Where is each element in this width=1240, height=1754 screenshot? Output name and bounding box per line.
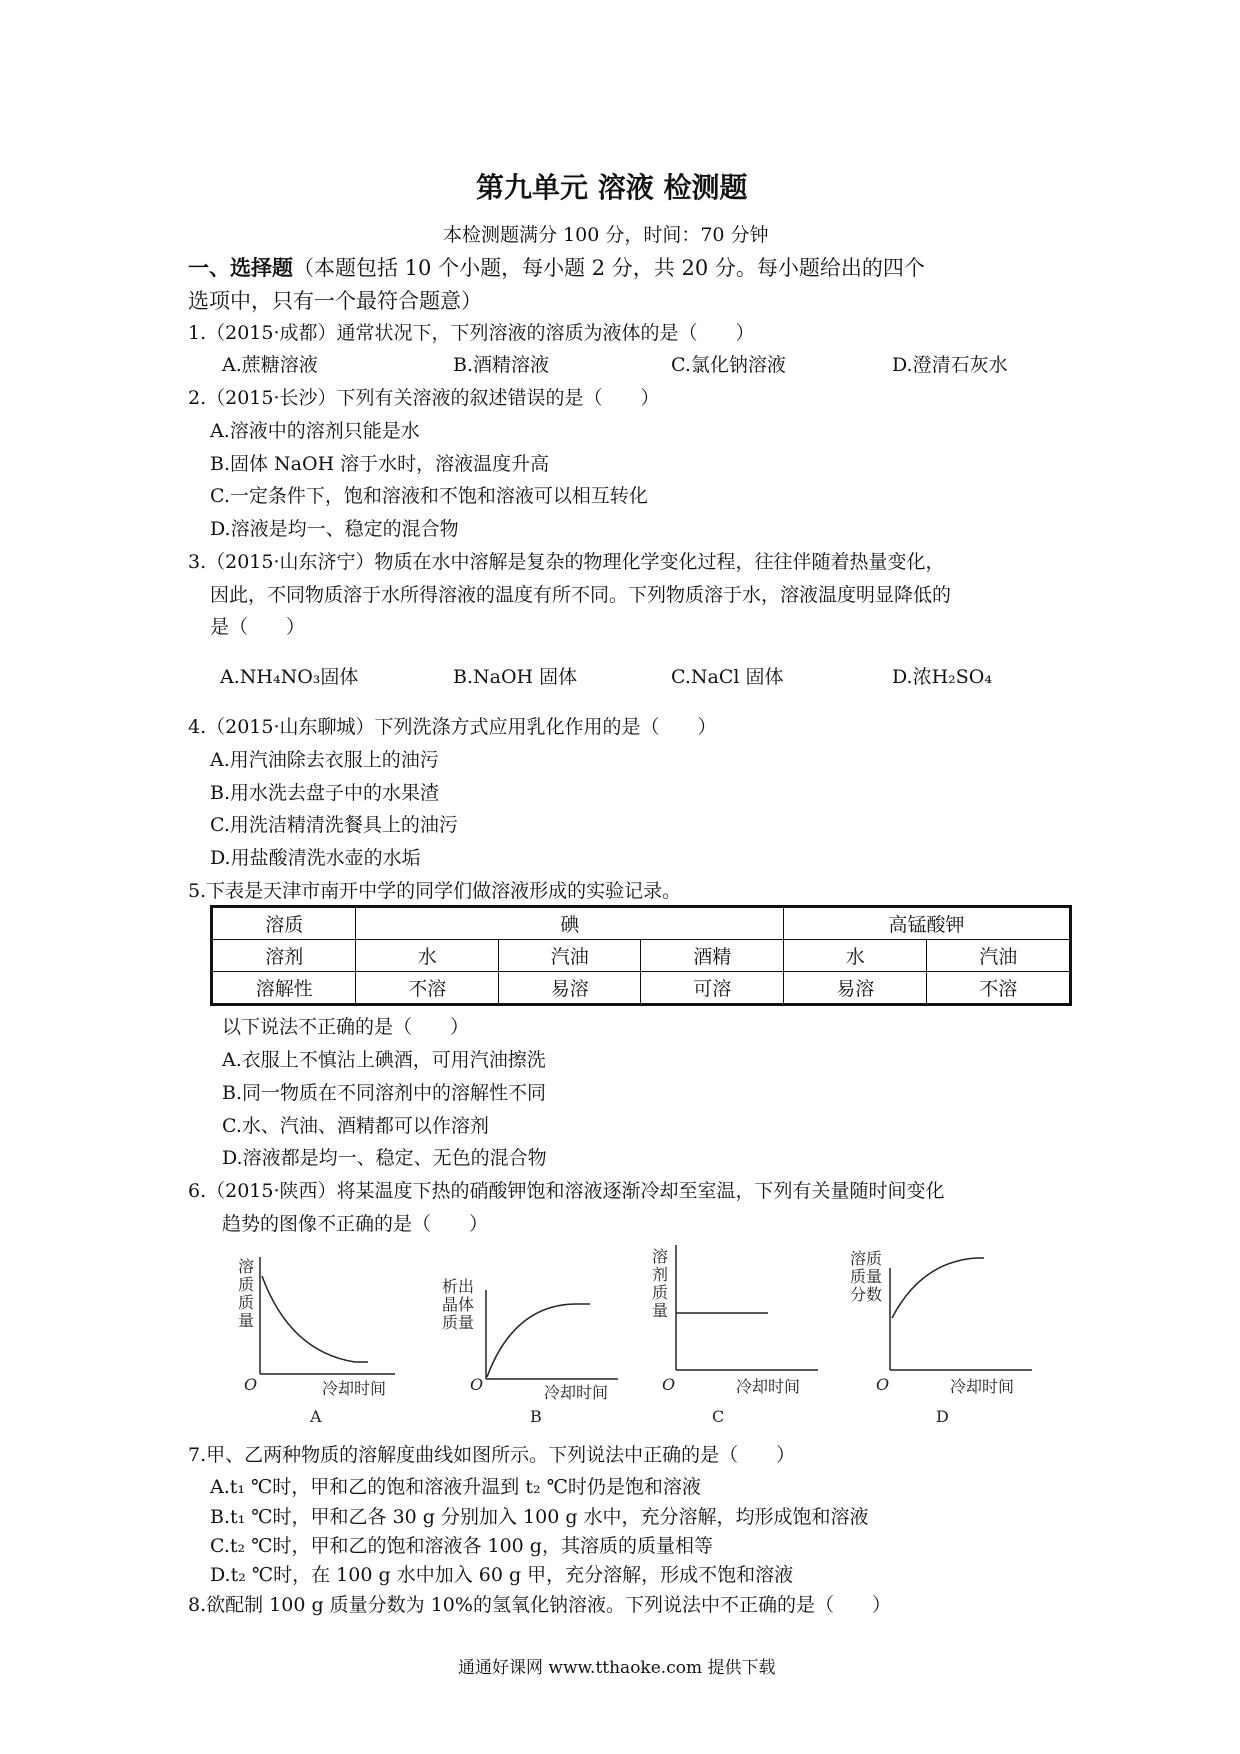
q4-option-b: B.用水洗去盘子中的水果渣 (210, 782, 440, 804)
q4-option-c: C.用洗洁精清洗餐具上的油污 (210, 814, 458, 836)
q7-stem: 7.甲、乙两种物质的溶解度曲线如图所示。下列说法中正确的是（ ） (188, 1444, 796, 1466)
graph-c-ylabel-3: 质 (652, 1283, 669, 1302)
q1-option-a: A.蔗糖溶液 (222, 354, 318, 376)
graph-c-xlabel: 冷却时间 (736, 1377, 801, 1396)
q3-option-b: B.NaOH 固体 (453, 666, 578, 688)
q2-stem: 2.（2015·长沙）下列有关溶液的叙述错误的是（ ） (188, 387, 660, 409)
q3-line-1: 3.（2015·山东济宁）物质在水中溶解是复杂的物理化学变化过程，往往伴随着热量变化， (188, 551, 945, 573)
table-cell: 不溶 (356, 972, 499, 1005)
q3-line-3: 是（ ） (210, 616, 306, 638)
page-subtitle: 本检测题满分 100 分，时间：70 分钟 (443, 224, 769, 246)
table-cell: 不溶 (927, 972, 1071, 1005)
table-row (212, 972, 1071, 1005)
graph-b-ylabel-2: 晶体 (442, 1295, 475, 1314)
graph-d-caption: D (936, 1407, 949, 1426)
q2-option-d: D.溶液是均一、稳定的混合物 (210, 518, 459, 540)
q5-option-b: B.同一物质在不同溶剂中的溶解性不同 (222, 1082, 547, 1104)
graph-a-origin: O (244, 1375, 258, 1394)
q2-option-c: C.一定条件下，饱和溶液和不饱和溶液可以相互转化 (210, 485, 648, 507)
table-cell: 易溶 (783, 972, 926, 1005)
graph-b-caption: B (530, 1407, 542, 1426)
table-cell: 溶剂 (212, 940, 356, 972)
q5-table (210, 905, 1072, 1006)
graph-d-curve (892, 1258, 984, 1318)
graph-c (650, 1240, 820, 1427)
q7-option-b: B.t₁ ℃时，甲和乙各 30 g 分别加入 100 g 水中，充分溶解，均形成饱和溶液 (210, 1506, 869, 1528)
q1-option-b: B.酒精溶液 (453, 354, 550, 376)
section-desc-1: （本题包括 10 个小题，每小题 2 分，共 20 分。每小题给出的四个 (293, 256, 925, 280)
q3-line-2: 因此，不同物质溶于水所得溶液的温度有所不同。下列物质溶于水，溶液温度明显降低的 (210, 584, 952, 606)
table-cell: 汽油 (927, 940, 1071, 972)
section-heading-line (188, 252, 925, 282)
graph-b (440, 1252, 620, 1427)
table-cell: 溶质 (212, 907, 356, 940)
table-cell: 易溶 (498, 972, 641, 1005)
q5-question: 以下说法不正确的是（ ） (222, 1016, 470, 1038)
q4-option-a: A.用汽油除去衣服上的油污 (210, 749, 439, 771)
graph-a-ylabel-1: 溶 (238, 1257, 255, 1276)
graph-a-caption: A (310, 1407, 322, 1426)
graph-c-origin: O (662, 1375, 676, 1394)
q1-option-c: C.氯化钠溶液 (671, 354, 786, 376)
section-heading: 一、选择题 (188, 256, 293, 280)
table-cell: 水 (356, 940, 499, 972)
q3-option-a: A.NH₄NO₃固体 (220, 666, 359, 688)
q4-option-d: D.用盐酸清洗水壶的水垢 (210, 847, 421, 869)
q3-option-d: D.浓H₂SO₄ (892, 666, 992, 688)
q6-line-2: 趋势的图像不正确的是（ ） (222, 1213, 489, 1235)
q4-stem: 4.（2015·山东聊城）下列洗涤方式应用乳化作用的是（ ） (188, 716, 717, 738)
graph-d-ylabel-2: 质量 (850, 1267, 883, 1286)
graph-d (846, 1240, 1036, 1427)
table-cell: 可溶 (641, 972, 784, 1005)
table-cell: 高锰酸钾 (783, 907, 1070, 940)
q2-option-a: A.溶液中的溶剂只能是水 (210, 420, 420, 442)
q7-option-a: A.t₁ ℃时，甲和乙的饱和溶液升温到 t₂ ℃时仍是饱和溶液 (210, 1476, 701, 1498)
graph-d-ylabel-3: 分数 (850, 1285, 883, 1304)
q3-option-c: C.NaCl 固体 (671, 666, 784, 688)
q2-option-b: B.固体 NaOH 溶于水时，溶液温度升高 (210, 453, 550, 475)
table-row (212, 940, 1071, 972)
graph-b-xlabel: 冷却时间 (544, 1383, 609, 1402)
table-row (212, 907, 1071, 940)
q5-stem: 5.下表是天津市南开中学的同学们做溶液形成的实验记录。 (188, 880, 682, 902)
q7-option-c: C.t₂ ℃时，甲和乙的饱和溶液各 100 g，其溶质的质量相等 (210, 1535, 713, 1557)
graph-b-ylabel-3: 质量 (442, 1313, 475, 1332)
q1-option-d: D.澄清石灰水 (892, 354, 1008, 376)
table-cell: 酒精 (641, 940, 784, 972)
q1-stem: 1.（2015·成都）通常状况下，下列溶液的溶质为液体的是（ ） (188, 322, 755, 344)
q6-line-1: 6.（2015·陕西）将某温度下热的硝酸钾饱和溶液逐渐冷却至室温，下列有关量随时间变化 (188, 1180, 945, 1202)
q8-stem: 8.欲配制 100 g 质量分数为 10%的氢氧化钠溶液。下列说法中不正确的是（ ） (188, 1594, 891, 1616)
graph-a-xlabel: 冷却时间 (322, 1379, 387, 1398)
q5-option-d: D.溶液都是均一、稳定、无色的混合物 (222, 1147, 547, 1169)
graph-b-origin: O (470, 1375, 484, 1394)
graph-c-ylabel-4: 量 (652, 1301, 669, 1320)
graph-d-xlabel: 冷却时间 (950, 1377, 1015, 1396)
table-cell: 水 (783, 940, 926, 972)
graph-a-ylabel-3: 质 (238, 1293, 255, 1312)
graph-a-ylabel-2: 质 (238, 1275, 255, 1294)
graph-c-ylabel-1: 溶 (652, 1247, 669, 1266)
q5-option-a: A.衣服上不慎沾上碘酒，可用汽油擦洗 (222, 1049, 546, 1071)
graph-b-ylabel-1: 析出 (442, 1277, 475, 1296)
q7-option-d: D.t₂ ℃时，在 100 g 水中加入 60 g 甲，充分溶解，形成不饱和溶液 (210, 1564, 794, 1586)
graph-c-caption: C (712, 1407, 725, 1426)
graph-d-ylabel-1: 溶质 (850, 1249, 883, 1268)
table-cell: 溶解性 (212, 972, 356, 1005)
graph-a-ylabel-4: 量 (238, 1311, 255, 1330)
table-cell: 碘 (356, 907, 784, 940)
graph-b-curve (487, 1304, 590, 1377)
page-title: 第九单元 溶液 检测题 (476, 171, 748, 204)
section-desc-2: 选项中，只有一个最符合题意） (188, 289, 482, 313)
q5-option-c: C.水、汽油、酒精都可以作溶剂 (222, 1115, 489, 1137)
graph-d-origin: O (876, 1375, 890, 1394)
table-cell: 汽油 (498, 940, 641, 972)
graph-c-ylabel-2: 剂 (652, 1265, 669, 1284)
graph-a-curve (262, 1276, 368, 1362)
page-footer: 通通好课网 www.tthaoke.com 提供下载 (458, 1658, 776, 1678)
graph-a (230, 1252, 400, 1427)
